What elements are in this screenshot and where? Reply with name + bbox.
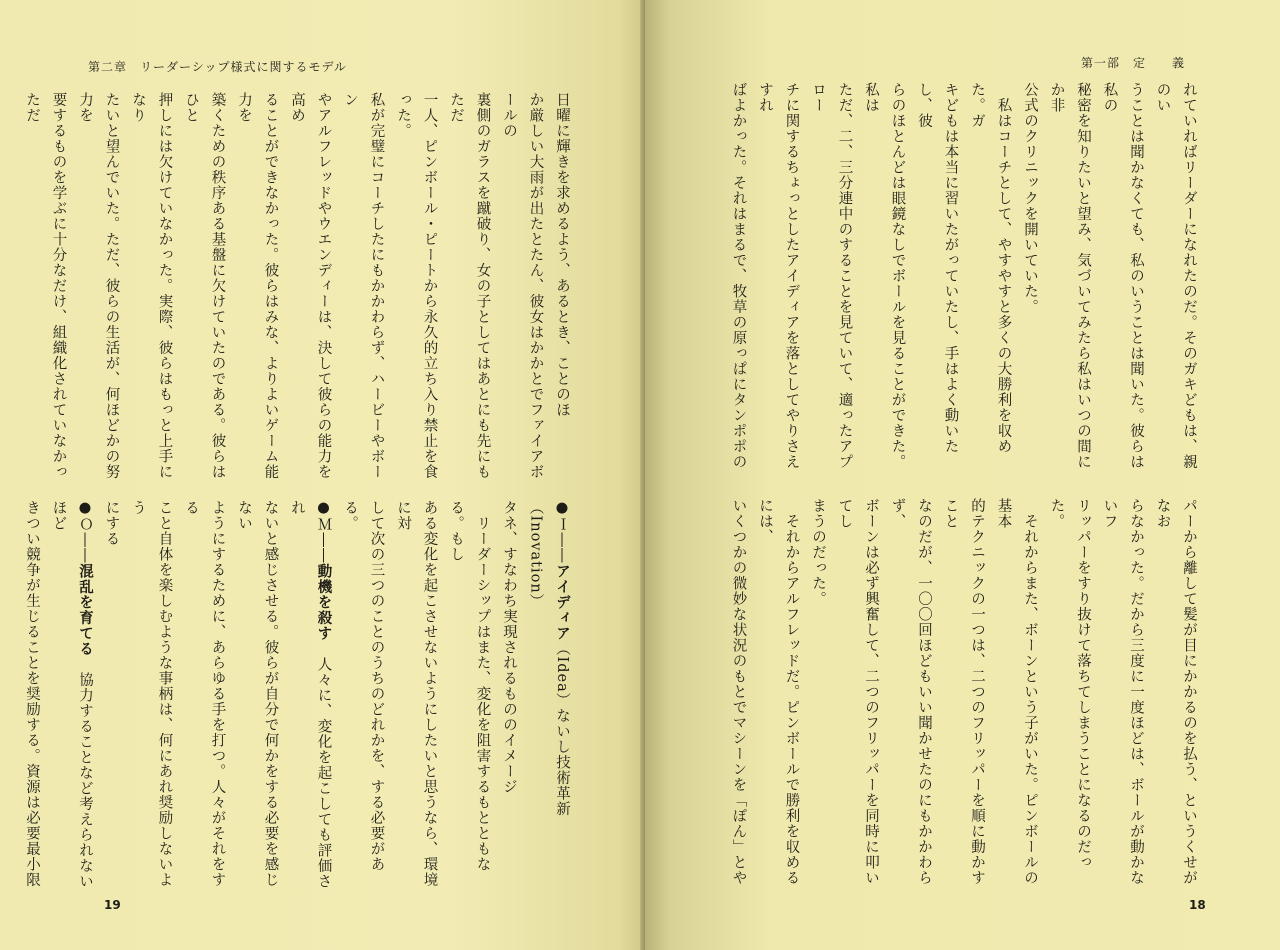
body-line: なのだが、一〇〇回ほどもいい聞かせたのにもかかわらず、 [889, 498, 932, 886]
body-line: 秘密を知りたいと望み、気づいてみたら私はいつの間にか非 [1048, 82, 1091, 470]
right-lower-column [724, 498, 1202, 896]
list-text: こと自体を楽しむような事柄は、何にあれ奨励しないよう [130, 500, 173, 888]
body-line: か厳しい大雨が出たとたん、彼女はかかとでファイアボールの [501, 92, 544, 480]
list-text: 協力することなど考えられないほど [50, 500, 93, 889]
body-line [23, 500, 45, 900]
body-line [125, 500, 178, 900]
body-line: キどもは本当に習いたがっていたし、手はよく動いたし、彼 [916, 82, 959, 454]
list-term: 混乱を育てる [77, 563, 94, 657]
body-line: 押しには欠けていなかった。実際、彼らはもっと上手になり [130, 92, 173, 480]
body-line [496, 500, 523, 900]
body-line: 的テクニックの一つは、二つのフリッパーを順に動かすこと [942, 498, 985, 886]
body-line [522, 500, 575, 900]
body-line: らなかった。だから三度に一度ほどは、ボールが動かないフ [1101, 498, 1144, 886]
left-upper-column [23, 92, 575, 480]
running-head-right: 第一部 定 義 [1081, 56, 1186, 70]
body-line [98, 500, 125, 900]
body-line: まうのだった。 [810, 498, 826, 607]
body-line: 一人、ピンボール・ピートから永久的立ち入り禁止を食った。 [395, 92, 438, 480]
list-marker: ●Ｉ―― [554, 500, 570, 564]
list-text: ある変化を起こさせないようにしたいと思うなら、環境に対 [395, 500, 438, 888]
body-line: やアルフレッドやウエンディーは、決して彼らの能力を高め [289, 92, 332, 480]
list-text: して次の三つのことのうちのどれかを、する必要がある。 [342, 500, 385, 872]
body-line [178, 500, 231, 900]
page-number-right: 18 [1189, 898, 1206, 912]
body-line: 要するものを学ぶに十分なだけ、組織化されていなかっただ [24, 92, 67, 480]
body-line: 公式のクリニックを開いていた。 [1022, 82, 1038, 315]
list-marker: ●Ｏ―― [77, 500, 93, 564]
body-line: 裏側のガラスを蹴破り、女の子としてはあとにも先にもただ [448, 92, 491, 480]
right-page [645, 0, 1280, 950]
body-line: れていればリーダーになれたのだ。そのガキどもは、親のい [1154, 82, 1197, 470]
list-term: アイディア [554, 563, 571, 641]
body-line [284, 500, 337, 900]
list-text: ないと感じさせる。彼らが自分で何かをする必要を感じない [236, 500, 279, 888]
right-upper-column [724, 82, 1202, 484]
body-line: たいと望んでいた。ただ、彼らの生活が、何ほどかの努力を [77, 92, 120, 480]
page-number-left: 19 [104, 898, 121, 912]
list-text: きつい競争が生じることを奨励する。資源は必要最小限 [24, 500, 40, 888]
body-line [45, 500, 98, 900]
body-line: ただ、二、三分連中のすることを見ていて、適ったアプロー [810, 82, 853, 470]
body-line: それからまた、ボーンという子がいた。ピンボールの基本 [995, 498, 1038, 886]
body-line: 私が完璧にコーチしたにもかかわらず、ハービーやボーン [342, 92, 385, 480]
body-line: ることができなかった。彼らはみな、よりよいゲーム能力を [236, 92, 279, 480]
body-line: パーから離して髪が目にかかるのを払う、というくせがなお [1154, 498, 1197, 886]
body-line: うことは聞かなくても、私のいうことは聞いた。彼らは私の [1101, 82, 1144, 470]
body-line: 築くための秩序ある基盤に欠けていたのである。彼らはひと [183, 92, 226, 480]
body-line: らのほとんどは眼鏡なしでボールを見ることができた。私は [863, 82, 906, 470]
body-line: いくつかの微妙な状況のもとでマシーンを「ぽん」とや [730, 498, 747, 886]
list-term: 動機を殺す [315, 563, 333, 641]
body-line: それからアルフレッドだ。ピンボールで勝利を収めるには、 [757, 498, 800, 886]
body-line [443, 500, 496, 900]
running-head-left: 第二章 リーダーシップ様式に関するモデル [88, 60, 347, 74]
body-line: ばよかった。それはまるで、牧草の原っぱにタンポポの [730, 82, 747, 470]
list-text: （Idea）ないし技術革新（Inovation） [527, 500, 570, 817]
body-line [231, 500, 284, 900]
list-text: 人々に、変化を起こしても評価され [289, 500, 332, 889]
list-marker: ●Ｍ―― [315, 500, 332, 564]
left-lower-column [23, 500, 575, 900]
list-text: タネ、すなわち実現されるもののイメージ [501, 500, 517, 795]
body-line: ボーンは必ず興奮して、二つのフリッパーを同時に叩いてし [836, 498, 879, 886]
list-text: にする [103, 500, 120, 547]
body-line [390, 500, 443, 900]
list-text: ようにするために、あらゆる手を打つ。人々がそれをする [183, 500, 226, 888]
body-line: 私はコーチとして、やすやすと多くの大勝利を収めた。ガ [969, 82, 1012, 454]
body-line: チに関するちょっとしたアイディアを落としてやりさえすれ [757, 82, 800, 470]
body-line: 日曜に輝きを求めるよう、あるとき、ことのほ [554, 92, 570, 418]
body-line [337, 500, 390, 900]
list-text: リーダーシップはまた、変化を阻害するもとともなる。もし [448, 500, 491, 872]
body-line: リッパーをすり抜けて落ちてしまうことになるのだった。 [1048, 498, 1091, 870]
